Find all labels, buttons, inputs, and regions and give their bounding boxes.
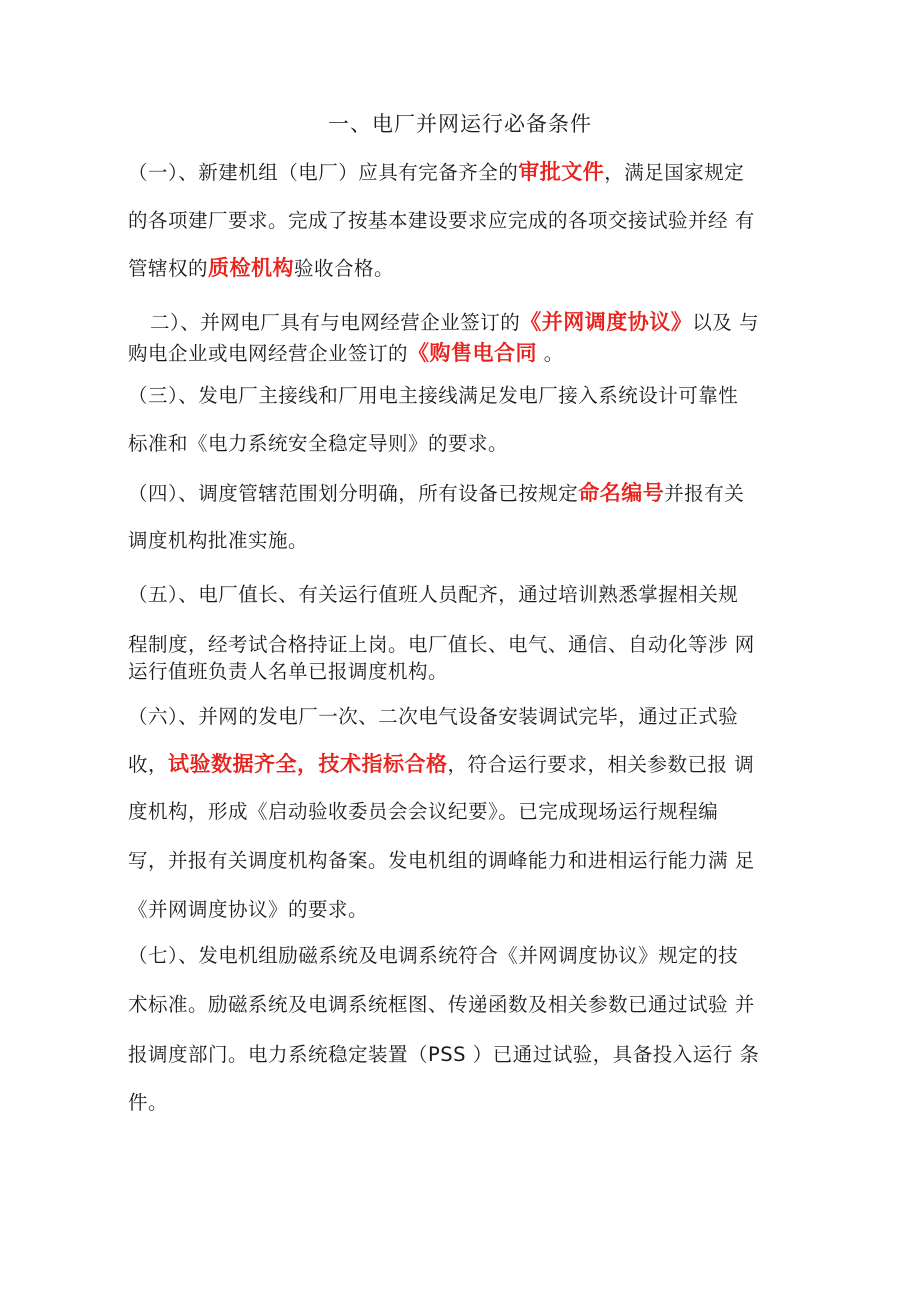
- text-run: 程制度，经考试合格持证上岗。电厂值长、电气、通信、自动化等涉 网: [128, 633, 755, 656]
- text-run: 调度机构批准实施。: [128, 529, 309, 552]
- highlight-power-purchase-contract: 《购售电合同: [408, 341, 538, 365]
- paragraph-5-line-2: [128, 632, 755, 658]
- text-run: 购电企业或电网经营企业签订的: [128, 342, 409, 365]
- paragraph-6-line-5: [128, 897, 368, 923]
- highlight-quality-inspection: 质检机构: [208, 256, 295, 280]
- text-run: 术标准。励磁系统及电调系统框图、传递函数及相关参数已通过试验 并: [128, 993, 755, 1016]
- text-run: 并报有关: [664, 482, 745, 505]
- text-run: 以及 与: [692, 311, 759, 334]
- text-run: 报调度部门。电力系统稳定装置（PSS ）已通过试验，具备投入运行 条: [128, 1043, 760, 1066]
- paragraph-7-line-1: [128, 943, 738, 969]
- paragraph-3-line-2: [128, 431, 508, 457]
- text-run: 的各项建厂要求。完成了按基本建设要求应完成的各项交接试验并经 有: [128, 209, 755, 232]
- text-run: 件。: [128, 1091, 169, 1114]
- text-run: （四）、调度管辖范围划分明确，所有设备已按规定: [128, 482, 579, 505]
- text-run: 管辖权的: [128, 257, 209, 280]
- text-run: 运行值班负责人名单已报调度机构。: [128, 660, 449, 683]
- paragraph-4-line-1: [128, 480, 744, 507]
- paragraph-7-line-4: [128, 1090, 168, 1116]
- text-run: （三）、发电厂主接线和厂用电主接线满足发电厂接入系统设计可靠性: [128, 384, 739, 407]
- text-run: 度机构，形成《启动验收委员会会议纪要》。已完成现场运行规程编: [128, 800, 719, 823]
- paragraph-7-line-3: [128, 1042, 759, 1068]
- paragraph-4-line-2: [128, 528, 308, 554]
- text-run: 收，: [128, 753, 169, 776]
- text-run: （六）、并网的发电厂一次、二次电气设备安装调试完毕，通过正式验: [128, 705, 739, 728]
- text-run: 标准和《电力系统安全稳定导则》的要求。: [128, 432, 509, 455]
- highlight-grid-dispatch-agreement: 《并网调度协议》: [520, 310, 693, 334]
- paragraph-3-line-1: [128, 383, 738, 409]
- paragraph-2-line-1: [150, 309, 759, 336]
- text-run: 《并网调度协议》的要求。: [128, 898, 369, 921]
- paragraph-5-line-1: [128, 582, 738, 608]
- paragraph-2-line-2: [128, 340, 564, 367]
- paragraph-6-line-3: [128, 799, 718, 825]
- paragraph-6-line-4: [128, 848, 755, 874]
- text-run: 验收合格。: [294, 257, 395, 280]
- text-run: 。: [537, 342, 564, 365]
- paragraph-6-line-2: [128, 751, 754, 778]
- paragraph-5-line-3: [128, 659, 448, 685]
- highlight-test-data-complete: 试验数据齐全，技术指标合格: [168, 752, 448, 776]
- text-run: 二）、并网电厂具有与电网经营企业签订的: [150, 311, 521, 334]
- paragraph-1-line-1: [128, 159, 744, 186]
- paragraph-1-line-2: [128, 208, 755, 234]
- highlight-approval-documents: 审批文件: [518, 160, 605, 184]
- text-run: ，符合运行要求，相关参数已报 调: [447, 753, 755, 776]
- text-run: （七）、发电机组励磁系统及电调系统符合《并网调度协议》规定的技: [128, 944, 739, 967]
- paragraph-1-line-3: [128, 255, 394, 282]
- paragraph-6-line-1: [128, 704, 738, 730]
- text-run: 写，并报有关调度机构备案。发电机组的调峰能力和进相运行能力满 足: [128, 849, 755, 872]
- paragraph-7-line-2: [128, 992, 755, 1018]
- text-run: ，满足国家规定: [604, 161, 745, 184]
- document-title: 一、电厂并网运行必备条件: [328, 112, 592, 136]
- text-run: （一）、新建机组（电厂）应具有完备齐全的: [128, 161, 519, 184]
- text-run: （五）、电厂值长、有关运行值班人员配齐，通过培训熟悉掌握相关规: [128, 583, 739, 606]
- highlight-naming-numbering: 命名编号: [578, 481, 665, 505]
